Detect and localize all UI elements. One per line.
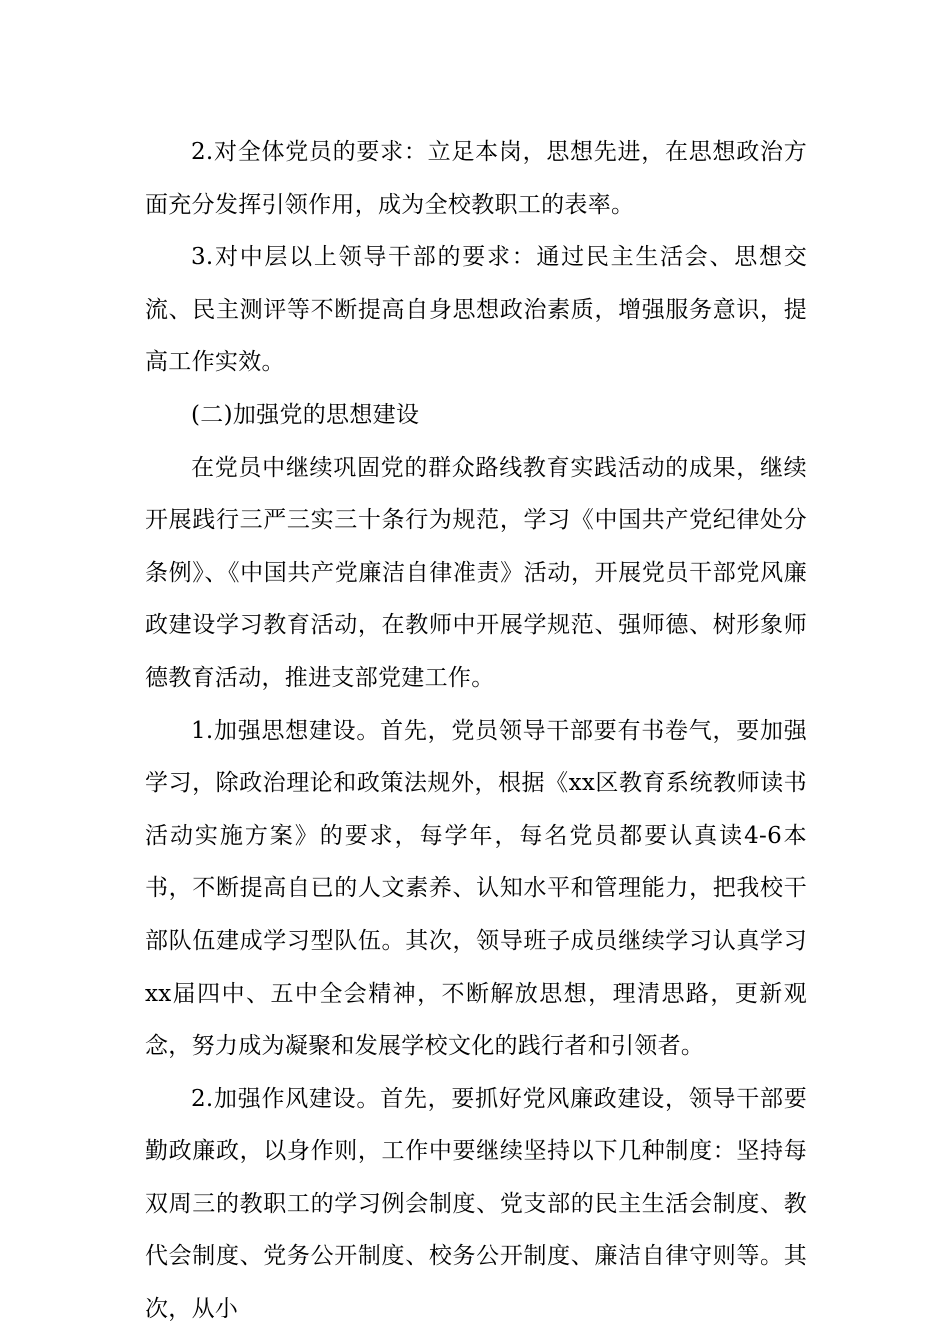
section-heading-ideological-building: (二)加强党的思想建设 (191, 401, 420, 428)
paragraph-ideological-building: 1.加强思想建设。首先，党员领导干部要有书卷气，要加强学习，除政治理论和政策法规外，根据《xx区教育系统教师读书活动实施方案》的要求，每学年，每名党员都要认真读4-6本书，不断提高自已的人文素养、认知水平和管理能力，把我校干部队伍建成学习型队伍。其次，领导班子成员继续学习认真学习xx届四中、五中全会精神，不断解放思想，理清思路，更新观念，努力成为凝聚和发展学校文化的践行者和引领者。 (145, 717, 807, 1060)
paragraph-leader-requirement: 3.对中层以上领导干部的要求：通过民主生活会、思想交流、民主测评等不断提高自身思想政治素质，增强服务意识，提高工作实效。 (145, 244, 807, 376)
paragraph-education-activities: 在党员中继续巩固党的群众路线教育实践活动的成果，继续开展践行三严三实三十条行为规范，学习《中国共产党纪律处分条例》、《中国共产党廉洁自律准责》活动，开展党员干部党风廉政建设学习教育活动，在教师中开展学规范、强师德、树形象师德教育活动，推进支部党建工作。 (145, 454, 807, 691)
document-body (145, 126, 807, 1336)
paragraph-party-member-requirement: 2.对全体党员的要求：立足本岗，思想先进，在思想政治方面充分发挥引领作用，成为全校教职工的表率。 (145, 139, 807, 218)
paragraph-work-style-building: 2.加强作风建设。首先，要抓好党风廉政建设，领导干部要勤政廉政，以身作则，工作中要继续坚持以下几种制度：坚持每双周三的教职工的学习例会制度、党支部的民主生活会制度、教代会制度、党务公开制度、校务公开制度、廉洁自律守则等。其次，从小 (145, 1085, 807, 1323)
